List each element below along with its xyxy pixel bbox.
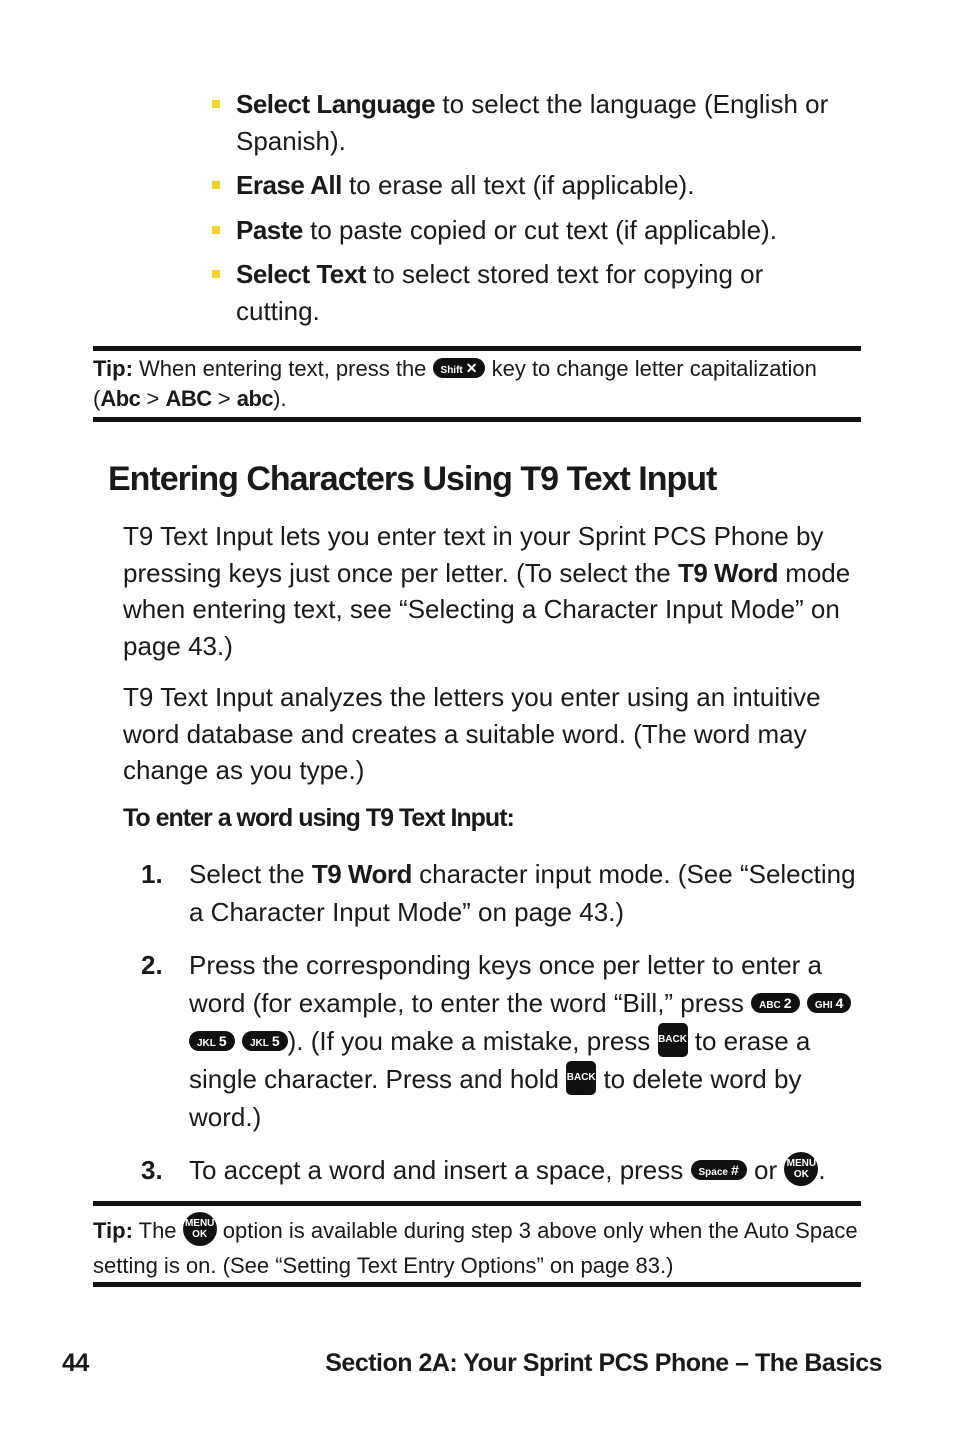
procedure-heading: To enter a word using T9 Text Input: <box>123 804 514 832</box>
step-number: 2. <box>141 950 163 980</box>
option-description: to select the language (English or Spanish). <box>236 89 829 156</box>
mode-label: ABC <box>165 386 212 411</box>
space-key-icon: Space # <box>691 1160 747 1180</box>
step-item: 3. To accept a word and insert a space, press Space # or MENU OK . <box>141 1151 863 1189</box>
menu-ok-key-icon: MENU OK <box>784 1152 818 1186</box>
back-key-icon: BACK <box>658 1023 688 1057</box>
bullet-square-icon <box>212 270 220 278</box>
section-heading: Entering Characters Using T9 Text Input <box>108 460 717 498</box>
mode-label: abc <box>236 386 274 411</box>
step-item: 2. Press the corresponding keys once per letter to enter a word (for example, to enter the word “Bill,” press ABC 2 GHI 4 JKL 5 JKL 5 ). (If you make a mistake, press BACK to erase a single character. Press and hold BACK to delete word by word.) <box>141 946 863 1136</box>
step-item: 1. Select the T9 Word character input mode. (See “Selecting a Character Input Mode” on page 43.) <box>141 855 863 931</box>
abc-2-key-icon: ABC 2 <box>751 993 799 1013</box>
step-list <box>141 855 863 1204</box>
option-term: Paste <box>236 214 303 245</box>
list-item <box>212 167 852 204</box>
description-paragraph: T9 Text Input analyzes the letters you enter using an intuitive word database and creates a suitable word. (The word may change as you type.) <box>123 682 821 785</box>
bullet-square-icon <box>212 181 220 189</box>
intro-paragraph: T9 Text Input lets you enter text in your Sprint PCS Phone by pressing keys just once per letter. (To select the T9 Word mode when entering text, see “Selecting a Character Input Mode” on page 43.) <box>123 521 851 661</box>
shift-key-icon: Shift ✕ <box>433 358 486 378</box>
tip-label: Tip: <box>93 356 133 381</box>
option-description: to erase all text (if applicable). <box>341 170 695 200</box>
bullet-square-icon <box>212 226 220 234</box>
section-title: Section 2A: Your Sprint PCS Phone – The Basics <box>325 1349 882 1377</box>
step-number: 3. <box>141 1155 163 1186</box>
menu-ok-key-icon: MENU OK <box>183 1212 217 1246</box>
tip-box-auto-space: Tip: The MENU OK option is available during step 3 above only when the Auto Space setting is on. (See “Setting Text Entry Options” on page 83.) <box>93 1201 861 1287</box>
ghi-4-key-icon: GHI 4 <box>807 993 852 1013</box>
option-term: Select Text <box>236 259 366 289</box>
jkl-5-key-icon: JKL 5 <box>189 1031 235 1051</box>
list-item <box>212 212 852 249</box>
mode-name: T9 Word <box>311 859 412 889</box>
list-item <box>212 256 852 329</box>
tip-text: When entering text, press the <box>132 356 433 381</box>
option-description: to select stored text for copying or cutting. <box>236 259 764 326</box>
page-number: 44 <box>62 1349 89 1377</box>
list-item <box>212 86 852 159</box>
jkl-5-key-icon: JKL 5 <box>242 1031 288 1051</box>
bullet-square-icon <box>212 100 220 108</box>
option-term: Erase All <box>236 170 342 200</box>
tip-text: key to change letter capitalization ( <box>93 356 817 411</box>
option-list <box>212 86 852 337</box>
mode-label: Abc <box>100 386 141 411</box>
step-number: 1. <box>141 859 163 889</box>
option-description: to paste copied or cut text (if applicable). <box>302 214 777 245</box>
back-key-icon: BACK <box>566 1061 596 1095</box>
option-term: Select Language <box>236 89 436 119</box>
tip-label: Tip: <box>93 1218 133 1243</box>
mode-name: T9 Word <box>677 557 778 588</box>
tip-box-capitalization: Tip: When entering text, press the Shift ✕ key to change letter capitalization (Abc > ABC > abc). <box>93 346 861 422</box>
